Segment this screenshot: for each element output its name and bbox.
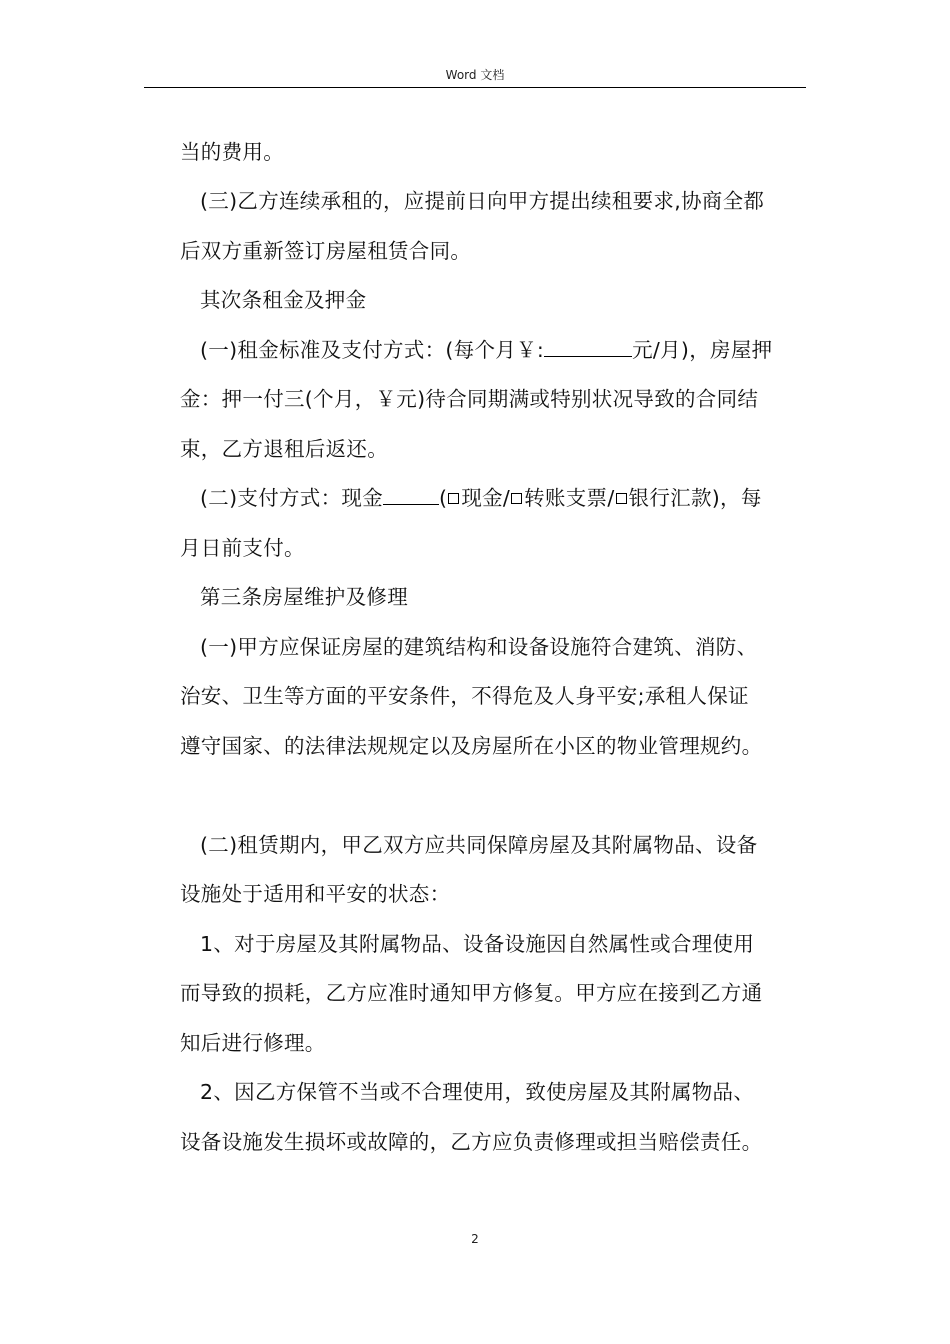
section-heading: 其次条租金及押金 — [200, 288, 367, 312]
paragraph-line: (一)甲方应保证房屋的建筑结构和设备设施符合建筑、消防、 — [200, 635, 758, 659]
paragraph-line — [200, 485, 762, 511]
text-segment: 现金/ — [461, 486, 511, 510]
paragraph-line: 束，乙方退租后返还。 — [180, 437, 388, 461]
paragraph-line — [200, 337, 772, 363]
paragraph-line: 而导致的损耗，乙方应准时通知甲方修复。甲方应在接到乙方通 — [180, 981, 763, 1005]
paragraph-line: 月日前支付。 — [180, 536, 305, 560]
paragraph-line: 金：押一付三(个月，￥元)待合同期满或特别状况导致的合同结 — [180, 387, 759, 411]
paragraph-line: (三)乙方连续承租的，应提前日向甲方提出续租要求,协商全都 — [200, 189, 765, 213]
paragraph-line: 2、因乙方保管不当或不合理使用，致使房屋及其附属物品、 — [200, 1080, 755, 1104]
checkbox-bank-remittance — [616, 493, 627, 504]
header-rule — [144, 87, 806, 88]
checkbox-transfer-check — [511, 493, 522, 504]
paragraph-line: 当的费用。 — [180, 140, 284, 164]
paragraph-line: 知后进行修理。 — [180, 1031, 326, 1055]
text-segment: (一)租金标准及支付方式：(每个月￥: — [200, 338, 545, 362]
text-segment: ( — [439, 486, 448, 510]
fill-in-blank — [383, 486, 439, 505]
paragraph-line: 设施处于适用和平安的状态： — [180, 882, 451, 906]
checkbox-cash — [448, 493, 459, 504]
text-segment: (二)支付方式：现金 — [200, 486, 383, 510]
paragraph-line: 后双方重新签订房屋租赁合同。 — [180, 239, 472, 263]
text-segment: 元/月)，房屋押 — [632, 338, 773, 362]
text-segment: 银行汇款)，每 — [628, 486, 762, 510]
page-header: Word 文档 — [445, 68, 505, 82]
fill-in-blank — [544, 338, 632, 357]
section-heading: 第三条房屋维护及修理 — [200, 585, 408, 609]
paragraph-line: 治安、卫生等方面的平安条件，不得危及人身平安;承租人保证 — [180, 684, 749, 708]
paragraph-line: 1、对于房屋及其附属物品、设备设施因自然属性或合理使用 — [200, 932, 755, 956]
paragraph-line: (二)租赁期内，甲乙双方应共同保障房屋及其附属物品、设备 — [200, 833, 758, 857]
paragraph-line: 设备设施发生损坏或故障的，乙方应负责修理或担当赔偿责任。 — [180, 1130, 763, 1154]
page-number: 2 — [471, 1232, 479, 1246]
paragraph-line: 遵守国家、的法律法规规定以及房屋所在小区的物业管理规约。 — [180, 734, 763, 758]
text-segment: 转账支票/ — [524, 486, 615, 510]
